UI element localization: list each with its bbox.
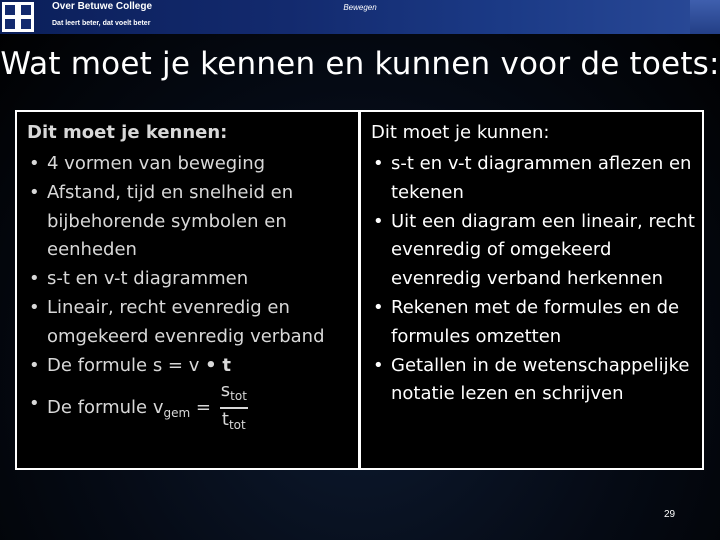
numerator-symbol: s: [220, 380, 231, 402]
list-item: • Uit een diagram een lineair, recht evenredig of omgekeerd evenredig verband herkennen: [371, 208, 696, 294]
list-item: • s-t en v-t diagrammen aflezen en tekenen: [371, 150, 696, 208]
denominator-subscript: tot: [228, 418, 246, 433]
knowledge-heading: Dit moet je kennen:: [27, 122, 228, 143]
formula-prefix: De formule s = v: [47, 354, 200, 376]
formula-speed-item: [27, 352, 352, 381]
banner-accent: [690, 0, 720, 34]
formula-subscript: gem: [163, 406, 191, 421]
knowledge-list: [27, 150, 352, 437]
college-tagline: Dat leert beter, dat voelt beter: [52, 20, 151, 27]
skills-list: [371, 150, 696, 409]
fraction-denominator: [220, 409, 248, 436]
list-item: • s-t en v-t diagrammen: [27, 265, 352, 294]
list-item: • Getallen in de wetenschappelijke notatie lezen en schrijven: [371, 352, 696, 410]
presentation-title: Bewegen: [343, 3, 377, 12]
list-item: • Rekenen met de formules en de formules omzetten: [371, 294, 696, 352]
list-item: • Lineair, recht evenredig en omgekeerd evenredig verband: [27, 294, 352, 352]
skills-box: [359, 110, 704, 470]
skills-heading: Dit moet je kunnen:: [371, 122, 550, 143]
formula-equals: =: [195, 397, 212, 419]
fraction-numerator: [220, 380, 248, 409]
list-item: • 4 vormen van beweging: [27, 150, 352, 179]
slide-title: Wat moet je kennen en kunnen voor de toets:: [0, 46, 720, 82]
formula-average-speed-item: [27, 380, 352, 437]
header-banner: [0, 0, 720, 34]
formula-fraction: [220, 380, 248, 436]
formula-var: t: [222, 354, 231, 376]
knowledge-box: [15, 110, 360, 470]
slide-page-number: 29: [664, 509, 676, 520]
formula-dot: •: [205, 354, 217, 376]
numerator-subscript: tot: [230, 389, 247, 404]
formula-prefix: De formule v: [47, 397, 164, 419]
college-name: Over Betuwe College: [52, 1, 153, 12]
list-item: • Afstand, tijd en snelheid en bijbehorende symbolen en eenheden: [27, 179, 352, 265]
denominator-symbol: t: [221, 409, 229, 431]
